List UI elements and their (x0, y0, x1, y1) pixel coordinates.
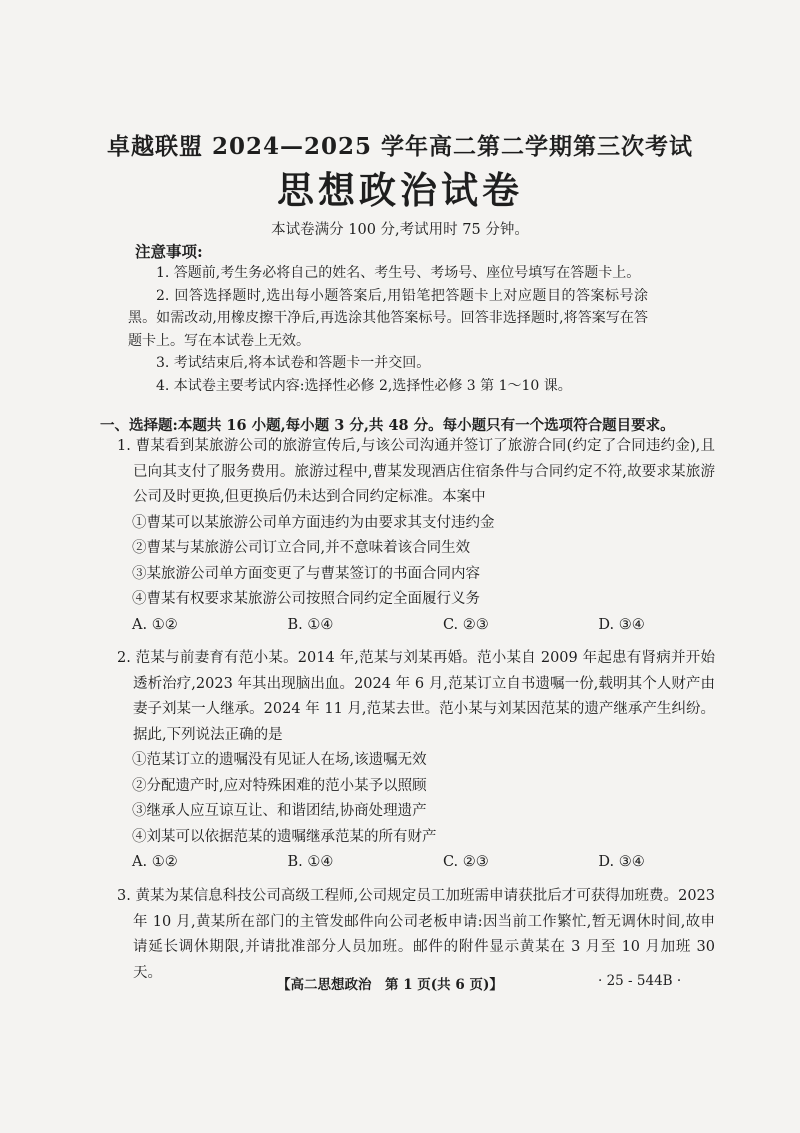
statement-3: ③继承人应互谅互让、和谐团结,协商处理遗产 (132, 803, 427, 819)
notice-item: 4. 本试卷主要考试内容:选择性必修 2,选择性必修 3 第 1～10 课。 (156, 377, 572, 394)
statement-1: ①范某订立的遗嘱没有见证人在场,该遗嘱无效 (132, 752, 427, 768)
answer-choices (132, 613, 715, 639)
question-1 (115, 434, 715, 638)
choice-d: D. ③④ (598, 616, 645, 633)
question-stem: 1. 曹某看到某旅游公司的旅游宣传后,与该公司沟通并签订了旅游合同(约定了合同违约金),且已向其支付了服务费用。旅游过程中,曹某发现酒店住宿条件与合同约定不符,故要求某旅游公司及时更换,但更换后仍未达到合同约定标准。本案中 (117, 438, 715, 505)
question-stem: 3. 黄某为某信息科技公司高级工程师,公司规定员工加班需申请获批后才可获得加班费。2023 年 10 月,黄某所在部门的主管发邮件向公司老板申请:因当前工作繁忙,暂无调休时间,故申请延长调休期限,并请批准部分人员加班。邮件的附件显示黄某在 3 月至 10 月加班 30 天。 (117, 888, 715, 981)
choice-b: B. ①④ (287, 854, 334, 870)
statement-2: ②分配遗产时,应对特殊困难的范小某予以照顾 (132, 777, 427, 794)
section-title: 一、选择题:本题共 16 小题,每小题 3 分,共 48 分。每小题只有一个选项符合题目要求。 (100, 417, 675, 434)
answer-choices (132, 850, 715, 876)
choice-c: C. ②③ (442, 616, 489, 633)
notice-item: 1. 答题前,考生务必将自己的姓名、考生号、考场号、座位号填写在答题卡上。 (156, 265, 641, 281)
subject-title: 思想政治试卷 (277, 168, 523, 212)
exam-meta: 本试卷满分 100 分,考试用时 75 分钟。 (271, 222, 529, 238)
notice-item: 2. 回答选择题时,选出每小题答案后,用铅笔把答题卡上对应题目的答案标号涂黑。如需改动,用橡皮擦干净后,再选涂其他答案标号。回答非选择题时,将答案写在答题卡上。写在本试卷上无效。 (128, 287, 648, 349)
statement-2: ②曹某与某旅游公司订立合同,并不意味着该合同生效 (132, 540, 471, 556)
exam-code: · 25 - 544B · (598, 973, 682, 989)
statement-3: ③某旅游公司单方面变更了与曹某签订的书面合同内容 (132, 565, 480, 582)
question-3 (115, 884, 715, 986)
choice-c: C. ②③ (442, 854, 489, 870)
choice-a: A. ①② (132, 854, 178, 870)
choice-b: B. ①④ (287, 616, 334, 633)
question-stem: 2. 范某与前妻育有范小某。2014 年,范某与刘某再婚。范小某自 2009 年起患有肾病并开始透析治疗,2023 年其出现脑出血。2024 年 6 月,范某订立自书遗嘱一份,载明其个人财产由妻子刘某一人继承。2024 年 11 月,范某去世。范小某与刘某因范某的遗产继承产生纠纷。据此,下列说法正确的是 (117, 650, 715, 743)
notice-list (128, 262, 648, 397)
notice-item: 3. 考试结束后,将本试卷和答题卡一并交回。 (156, 355, 431, 371)
choice-d: D. ③④ (598, 854, 645, 870)
exam-title: 卓越联盟 2024—2025 学年高二第二学期第三次考试 (106, 133, 694, 160)
choice-a: A. ①② (132, 616, 178, 633)
statement-4: ④刘某可以依据范某的遗嘱继承范某的所有财产 (132, 828, 437, 845)
page-info: 【高二思想政治 第 1 页(共 6 页)】 (277, 977, 503, 993)
statement-1: ①曹某可以某旅游公司单方面违约为由要求其支付违约金 (132, 514, 495, 531)
question-2 (115, 646, 715, 876)
statement-4: ④曹某有权要求某旅游公司按照合同约定全面履行义务 (132, 591, 480, 607)
notice-heading: 注意事项: (135, 242, 203, 261)
